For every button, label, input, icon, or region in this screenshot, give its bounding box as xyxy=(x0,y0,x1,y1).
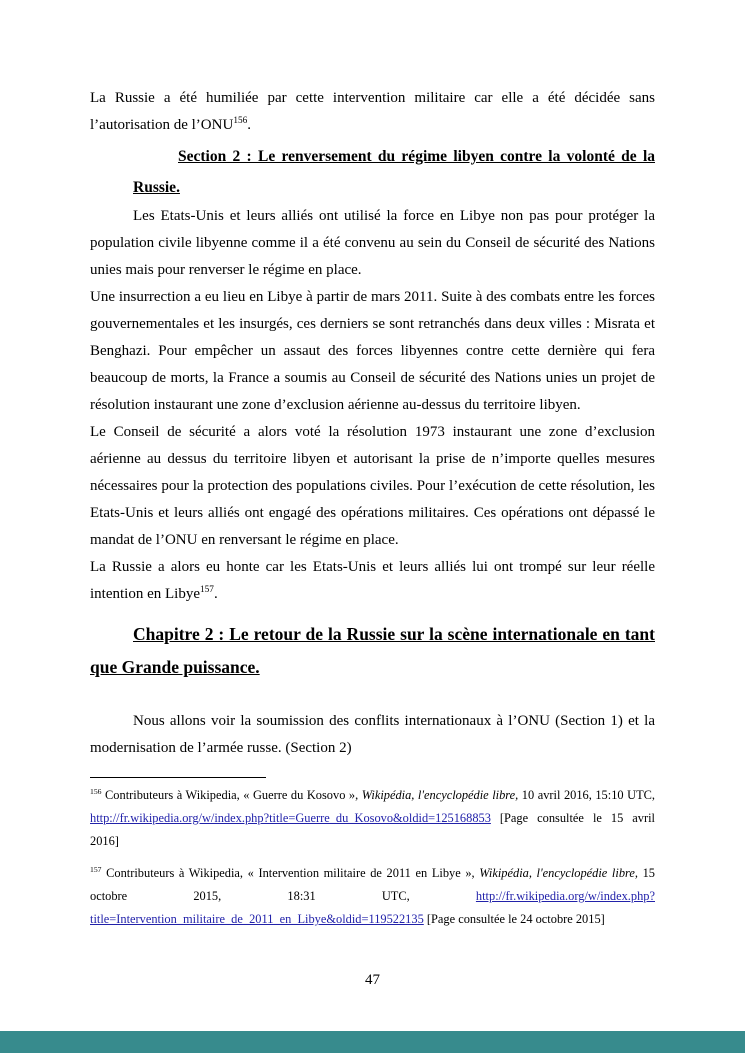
footnote-156-number: 156 xyxy=(90,786,102,796)
paragraph-intro-text: La Russie a été humiliée par cette intervention militaire car elle a été décidée sans l’autorisation de l’ONU xyxy=(90,90,655,133)
footnote-157-date: 15 octobre 2015, 18:31 UTC, xyxy=(90,866,655,903)
footnote-157-link[interactable]: http://fr.wikipedia.org/w/index.php?title=Intervention_militaire_de_2011_en_Libye&oldid=119522135 xyxy=(90,889,655,926)
footnote-156-link[interactable]: http://fr.wikipedia.org/w/index.php?title=Guerre_du_Kosovo&oldid=125168853 xyxy=(90,811,491,825)
footnote-157-access-note: [Page consultée le 24 octobre 2015] xyxy=(423,912,605,926)
paragraph-russie-honte-period: . xyxy=(213,586,218,602)
section-2-heading: Section 2 : Le renversement du régime libyen contre la volonté de la Russie. xyxy=(133,148,655,196)
footnotes-section xyxy=(90,777,655,931)
footnote-157-number: 157 xyxy=(90,864,102,874)
footnote-156-source-title: Wikipédia, l'encyclopédie libre, xyxy=(361,788,519,802)
footnote-157-source-title: Wikipédia, l'encyclopédie libre, xyxy=(479,866,638,880)
paragraph-us-allies: Les Etats-Unis et leurs alliés ont utilisé la force en Libye non pas pour protéger la population civile libyenne comme il a été convenu au sein du Conseil de sécurité des Nations unies mais pour renverser le régime en place. xyxy=(90,208,655,278)
paragraph-russie-honte xyxy=(90,554,655,608)
footnote-156-date: 10 avril 2016, 15:10 UTC, xyxy=(518,788,655,802)
paragraph-intro xyxy=(90,85,655,139)
page-number: 47 xyxy=(365,972,380,988)
paragraph-russie-honte-text: La Russie a alors eu honte car les Etats-Unis et leurs alliés lui ont trompé sur leur réelle intention en Libye xyxy=(90,559,655,602)
paragraph-resolution-1973: Le Conseil de sécurité a alors voté la résolution 1973 instaurant une zone d’exclusion aérienne au dessus du territoire libyen et autorisant la prise de n’importe quelles mesures nécessaires pour la protection des populations civiles. Pour l’exécution de cette résolution, les Etats-Unis et leurs alliés ont engagé des opérations militaires. Ces opérations ont dépassé le mandat de l’ONU en renversant le régime en place. xyxy=(90,424,655,548)
paragraph-chapter-intro: Nous allons voir la soumission des conflits internationaux à l’ONU (Section 1) et la modernisation de l’armée russe. (Section 2) xyxy=(90,713,655,756)
footnote-156 xyxy=(90,784,655,853)
footnote-157-text: Contributeurs à Wikipedia, « Intervention militaire de 2011 en Libye », xyxy=(101,866,480,880)
chapter-2-heading: Chapitre 2 : Le retour de la Russie sur la scène internationale en tant que Grande puissance. xyxy=(90,624,655,677)
paragraph-intro-period: . xyxy=(247,117,252,133)
footnote-156-text: Contributeurs à Wikipedia, « Guerre du Kosovo », xyxy=(101,788,362,802)
footnote-156-access-note: [Page consultée le 15 avril 2016] xyxy=(90,811,655,848)
footnote-ref-156: 156 xyxy=(233,116,248,126)
footnote-157 xyxy=(90,862,655,931)
footnote-separator xyxy=(90,777,266,778)
footnote-ref-157: 157 xyxy=(199,585,214,595)
paragraph-insurrection: Une insurrection a eu lieu en Libye à partir de mars 2011. Suite à des combats entre les forces gouvernementales et les insurgés, ces derniers se sont retranchés dans deux villes : Misrata et Benghazi. Pour empêcher un assaut des forces libyennes contre cette dernière qui fera beaucoup de morts, la France a soumis au Conseil de sécurité des Nations unies un projet de résolution instaurant une zone d’exclusion aérienne au-dessus du territoire libyen. xyxy=(90,289,655,413)
